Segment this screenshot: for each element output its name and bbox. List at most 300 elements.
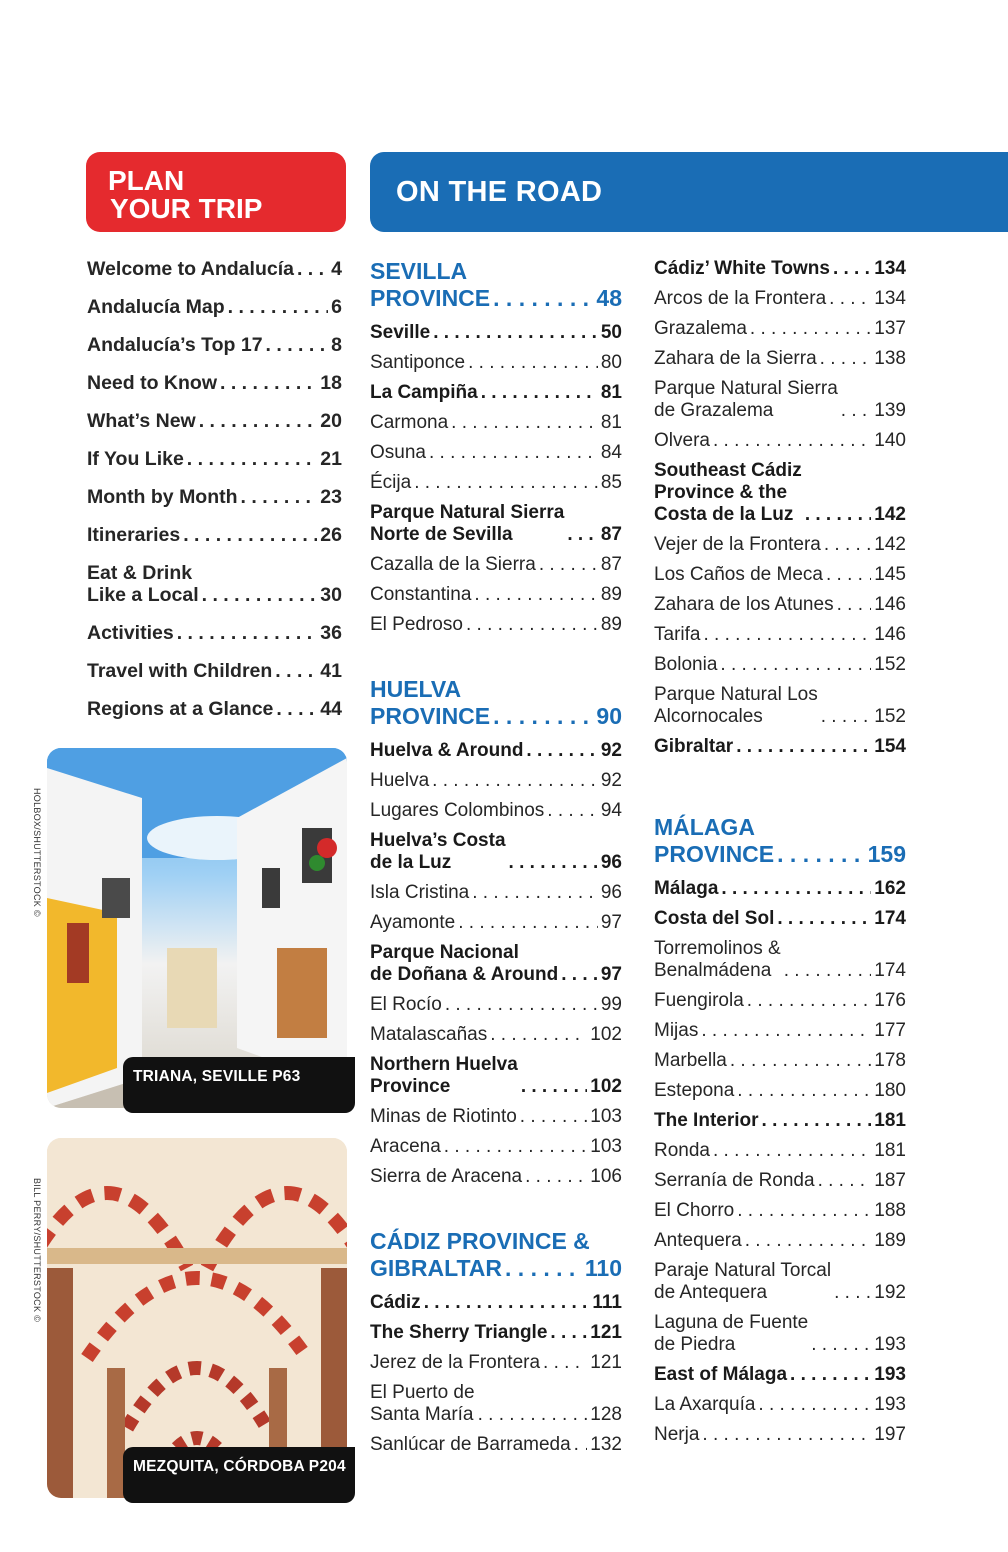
toc-entry-label	[654, 938, 781, 982]
toc-entry-label-line: Costa de la Luz	[654, 504, 794, 525]
toc-entry-label	[654, 1312, 808, 1356]
toc-entry	[654, 460, 906, 526]
toc-entry	[654, 1080, 906, 1102]
toc-entry-label	[87, 562, 199, 606]
toc-entry	[370, 912, 622, 934]
toc-page-number: 97	[600, 912, 622, 933]
toc-entry-label-line: Torremolinos &	[654, 938, 781, 959]
toc-page-number: 96	[600, 852, 622, 873]
toc-leader-dots	[521, 1076, 587, 1098]
toc-page-number: 50	[600, 322, 622, 343]
toc-page-number: 139	[874, 400, 906, 421]
toc-page-number: 26	[320, 524, 342, 546]
plan-header-line1: PLAN	[108, 165, 185, 196]
toc-entry	[654, 1424, 906, 1446]
toc-page-number: 174	[874, 908, 906, 929]
region-heading	[370, 676, 622, 730]
toc-entry-label: Activities	[87, 622, 174, 644]
region-title-line1: SEVILLA	[370, 258, 468, 284]
toc-page-number: 20	[320, 410, 342, 432]
toc-entry-label-line: Northern Huelva	[370, 1054, 518, 1075]
toc-entry-label: If You Like	[87, 448, 184, 470]
plan-header-line2: YOUR TRIP	[110, 193, 263, 224]
toc-leader-dots	[777, 841, 864, 868]
toc-entry-label	[370, 830, 506, 874]
toc-leader-dots	[474, 584, 597, 606]
toc-leader-dots	[730, 1050, 871, 1072]
toc-leader-dots	[520, 1106, 588, 1128]
toc-entry-label-line: de Doñana & Around	[370, 964, 559, 985]
toc-page-number: 146	[874, 594, 906, 615]
toc-entry	[370, 412, 622, 434]
toc-entry-label: Month by Month	[87, 486, 238, 508]
toc-leader-dots	[493, 703, 593, 730]
toc-page-number: 8	[331, 334, 342, 356]
toc-entry	[370, 1054, 622, 1098]
region-title-line2	[370, 1255, 622, 1282]
toc-leader-dots	[472, 882, 598, 904]
toc-leader-dots	[429, 442, 598, 464]
toc-entry-label: Ronda	[654, 1140, 710, 1161]
toc-leader-dots	[458, 912, 598, 934]
toc-entry	[87, 296, 342, 318]
toc-entry-label-line: Benalmádena	[654, 960, 772, 981]
toc-page-number: 81	[600, 412, 622, 433]
toc-entry-label	[654, 684, 818, 728]
toc-page-number: 138	[874, 348, 906, 369]
toc-leader-dots	[821, 706, 872, 728]
toc-entry-label: The Sherry Triangle	[370, 1322, 548, 1343]
toc-page-number: 159	[867, 841, 906, 867]
region-heading	[654, 814, 906, 868]
toc-leader-dots	[826, 564, 871, 586]
toc-entry	[654, 1140, 906, 1162]
toc-entry	[654, 430, 906, 452]
toc-entry-label-line: Alcornocales	[654, 706, 763, 727]
toc-entry	[654, 1200, 906, 1222]
toc-page-number: 102	[590, 1076, 622, 1097]
toc-page-number: 188	[874, 1200, 906, 1221]
toc-entry	[654, 288, 906, 310]
toc-entry-label-line: Norte de Sevilla	[370, 524, 513, 545]
toc-entry-label: Andalucía Map	[87, 296, 225, 318]
toc-page-number: 87	[600, 524, 622, 545]
toc-entry	[654, 684, 906, 728]
toc-entry-label	[654, 460, 802, 526]
photo2-credit: BILL PERRY/SHUTTERSTOCK ©	[32, 1178, 42, 1322]
toc-entry	[87, 448, 342, 470]
toc-entry-label: Grazalema	[654, 318, 747, 339]
toc-entry	[370, 502, 622, 546]
toc-page-number: 44	[320, 698, 342, 720]
toc-leader-dots	[505, 1255, 582, 1282]
toc-leader-dots	[183, 524, 317, 546]
toc-entry-label: The Interior	[654, 1110, 759, 1131]
toc-page-number: 89	[600, 614, 622, 635]
toc-page-number: 162	[874, 878, 906, 899]
toc-entry-label-line: de la Luz	[370, 852, 452, 873]
toc-entry-label: Bolonia	[654, 654, 718, 675]
toc-leader-dots	[177, 622, 318, 644]
toc-entry-label-line: Southeast Cádiz	[654, 460, 802, 481]
toc-entry	[370, 322, 622, 344]
toc-entry-label-line: Parque Natural Sierra	[654, 378, 838, 399]
toc-leader-dots	[199, 410, 318, 432]
toc-entry	[87, 410, 342, 432]
toc-entry-label: Need to Know	[87, 372, 217, 394]
toc-page-number: 87	[600, 554, 622, 575]
toc-page-number: 21	[320, 448, 342, 470]
toc-page-number: 92	[600, 770, 622, 791]
toc-entry	[370, 1292, 622, 1314]
toc-leader-dots	[811, 1334, 871, 1356]
toc-entry-label: Olvera	[654, 430, 710, 451]
toc-entry-label	[654, 378, 838, 422]
toc-entry	[654, 1312, 906, 1356]
toc-page-number: 134	[874, 258, 906, 279]
toc-page-number: 152	[874, 654, 906, 675]
toc-page-number: 48	[596, 285, 622, 311]
toc-entry-label: Travel with Children	[87, 660, 273, 682]
toc-leader-dots	[550, 1322, 587, 1344]
toc-entry	[87, 486, 342, 508]
toc-page-number: 152	[874, 706, 906, 727]
triana-seville-photo	[47, 748, 347, 1108]
toc-page-number: 128	[590, 1404, 622, 1425]
toc-entry-label: Jerez de la Frontera	[370, 1352, 541, 1373]
toc-leader-dots	[818, 1170, 872, 1192]
toc-entry	[87, 660, 342, 682]
toc-page-number: 41	[320, 660, 342, 682]
toc-leader-dots	[713, 430, 871, 452]
toc-page-number: 110	[584, 1255, 622, 1281]
toc-leader-dots	[444, 1136, 588, 1158]
toc-entry	[370, 554, 622, 576]
toc-leader-dots	[784, 960, 872, 982]
toc-entry	[654, 594, 906, 616]
toc-page-number: 94	[600, 800, 622, 821]
toc-entry-label	[370, 1054, 518, 1098]
toc-page-number: 102	[590, 1024, 622, 1045]
toc-entry-label: Minas de Riotinto	[370, 1106, 517, 1127]
toc-entry	[87, 562, 342, 606]
on-the-road-column-3	[654, 258, 906, 1454]
toc-leader-dots	[824, 534, 871, 556]
toc-leader-dots	[432, 770, 598, 792]
toc-entry-label: What’s New	[87, 410, 196, 432]
toc-leader-dots	[220, 372, 317, 394]
toc-leader-dots	[490, 1024, 587, 1046]
toc-entry-label	[370, 502, 564, 546]
toc-leader-dots	[777, 908, 871, 930]
toc-leader-dots	[266, 334, 329, 356]
toc-entry-label: Andalucía’s Top 17	[87, 334, 263, 356]
toc-entry-label: Gibraltar	[654, 736, 734, 757]
toc-entry-label: Isla Cristina	[370, 882, 470, 903]
toc-entry-label-line: de Antequera	[654, 1282, 768, 1303]
toc-page-number: 18	[320, 372, 342, 394]
toc-page-number: 4	[331, 258, 342, 280]
toc-page-number: 142	[874, 534, 906, 555]
toc-page-number: 187	[874, 1170, 906, 1191]
toc-page-number: 92	[600, 740, 622, 761]
toc-entry-label: Cazalla de la Sierra	[370, 554, 536, 575]
photo1-caption: TRIANA, SEVILLE P63	[123, 1057, 355, 1113]
toc-entry	[370, 830, 622, 874]
toc-entry-label-line: Parque Nacional	[370, 942, 519, 963]
toc-page-number: 103	[590, 1106, 622, 1127]
toc-entry-label: Nerja	[654, 1424, 700, 1445]
toc-page-number: 137	[874, 318, 906, 339]
toc-entry	[370, 352, 622, 374]
toc-entry	[370, 1136, 622, 1158]
toc-entry	[370, 442, 622, 464]
toc-leader-dots	[539, 554, 598, 576]
toc-page-number: 121	[590, 1322, 622, 1343]
toc-entry	[654, 258, 906, 280]
toc-entry	[87, 698, 342, 720]
toc-leader-dots	[841, 400, 872, 422]
toc-page-number: 111	[592, 1292, 622, 1313]
toc-entry	[654, 1110, 906, 1132]
toc-entry	[87, 372, 342, 394]
toc-leader-dots	[547, 800, 598, 822]
photo2-caption: MEZQUITA, CÓRDOBA P204	[123, 1447, 355, 1503]
toc-entry	[370, 882, 622, 904]
toc-entry	[370, 1434, 622, 1456]
toc-entry	[370, 472, 622, 494]
region-title-line2	[370, 285, 622, 312]
toc-entry-label: La Campiña	[370, 382, 478, 403]
toc-leader-dots	[820, 348, 872, 370]
toc-leader-dots	[276, 698, 317, 720]
toc-entry	[370, 740, 622, 762]
toc-entry	[654, 348, 906, 370]
toc-entry	[370, 614, 622, 636]
toc-leader-dots	[721, 878, 871, 900]
toc-leader-dots	[834, 1282, 871, 1304]
toc-leader-dots	[414, 472, 598, 494]
toc-entry-label: Santiponce	[370, 352, 466, 373]
toc-leader-dots	[745, 1230, 872, 1252]
toc-page-number: 177	[874, 1020, 906, 1041]
toc-entry-label: PROVINCE	[654, 841, 775, 867]
toc-leader-dots	[466, 614, 598, 636]
toc-leader-dots	[481, 382, 598, 404]
mezquita-cordoba-photo	[47, 1138, 347, 1498]
toc-page-number: 84	[600, 442, 622, 463]
toc-entry-label: Zahara de los Atunes	[654, 594, 834, 615]
toc-entry-label-line: Eat & Drink	[87, 562, 193, 584]
toc-entry-label-line: Huelva’s Costa	[370, 830, 506, 851]
toc-entry-label: Seville	[370, 322, 431, 343]
region-title-line1: HUELVA	[370, 676, 462, 702]
toc-leader-dots	[703, 624, 871, 646]
toc-page-number: 146	[874, 624, 906, 645]
toc-entry-label: Costa del Sol	[654, 908, 775, 929]
toc-entry	[370, 770, 622, 792]
toc-entry-label: El Chorro	[654, 1200, 735, 1221]
toc-leader-dots	[187, 448, 318, 470]
toc-entry-label: Los Caños de Meca	[654, 564, 823, 585]
toc-page-number: 85	[600, 472, 622, 493]
toc-entry	[370, 942, 622, 986]
toc-page-number: 193	[874, 1334, 906, 1355]
toc-page-number: 80	[600, 352, 622, 373]
toc-entry	[654, 534, 906, 556]
toc-leader-dots	[574, 1434, 588, 1456]
toc-entry-label-line: Laguna de Fuente	[654, 1312, 809, 1333]
toc-entry	[654, 1230, 906, 1252]
toc-entry	[370, 1382, 622, 1426]
toc-entry-label: PROVINCE	[370, 703, 491, 729]
toc-page-number: 30	[320, 584, 342, 606]
toc-entry	[654, 990, 906, 1012]
toc-leader-dots	[526, 740, 597, 762]
toc-entry-label: Zahara de la Sierra	[654, 348, 817, 369]
toc-entry-label: PROVINCE	[370, 285, 491, 311]
toc-entry-label: La Axarquía	[654, 1394, 756, 1415]
toc-page-number: 192	[874, 1282, 906, 1303]
toc-leader-dots	[561, 964, 598, 986]
toc-leader-dots	[525, 1166, 587, 1188]
toc-page-number: 132	[590, 1434, 622, 1455]
toc-entry-label: East of Málaga	[654, 1364, 788, 1385]
region-title-line1: MÁLAGA	[654, 814, 755, 840]
toc-leader-dots	[829, 288, 871, 310]
toc-entry	[370, 1166, 622, 1188]
toc-entry-label: Marbella	[654, 1050, 727, 1071]
toc-entry	[370, 584, 622, 606]
toc-leader-dots	[758, 1394, 871, 1416]
toc-entry	[370, 1352, 622, 1374]
toc-entry-label: Tarifa	[654, 624, 701, 645]
toc-leader-dots	[509, 852, 598, 874]
toc-leader-dots	[713, 1140, 871, 1162]
toc-entry	[87, 258, 342, 280]
toc-entry	[654, 1020, 906, 1042]
toc-entry-label	[654, 1260, 831, 1304]
region-heading	[370, 1228, 622, 1282]
toc-entry-label-line: Province	[370, 1076, 451, 1097]
toc-page-number: 180	[874, 1080, 906, 1101]
toc-leader-dots	[833, 258, 871, 280]
toc-leader-dots	[790, 1364, 871, 1386]
toc-entry	[654, 1260, 906, 1304]
toc-entry-label: GIBRALTAR	[370, 1255, 503, 1281]
toc-entry-label: Welcome to Andalucía	[87, 258, 294, 280]
toc-page-number: 178	[874, 1050, 906, 1071]
toc-page-number: 189	[874, 1230, 906, 1251]
toc-entry-label-line: Santa María	[370, 1404, 474, 1425]
toc-entry	[370, 382, 622, 404]
region-title-line2	[370, 703, 622, 730]
toc-leader-dots	[424, 1292, 590, 1314]
toc-leader-dots	[701, 1020, 871, 1042]
toc-entry-label: Cádiz’ White Towns	[654, 258, 830, 279]
toc-page-number: 197	[874, 1424, 906, 1445]
toc-entry	[654, 1050, 906, 1072]
toc-page-number: 97	[600, 964, 622, 985]
toc-entry-label: Antequera	[654, 1230, 742, 1251]
toc-page-number: 174	[874, 960, 906, 981]
toc-page-number: 193	[874, 1364, 906, 1385]
toc-page-number: 145	[874, 564, 906, 585]
toc-entry	[370, 994, 622, 1016]
on-the-road-header: ON THE ROAD	[370, 152, 1008, 232]
toc-leader-dots	[737, 1200, 871, 1222]
toc-entry-label: Serranía de Ronda	[654, 1170, 815, 1191]
toc-entry	[654, 624, 906, 646]
toc-entry-label: Matalascañas	[370, 1024, 488, 1045]
toc-page-number: 6	[331, 296, 342, 318]
region-title-line1: CÁDIZ PROVINCE &	[370, 1228, 590, 1254]
toc-leader-dots	[241, 486, 318, 508]
toc-entry-label-line: Like a Local	[87, 584, 199, 606]
toc-entry-label-line: Parque Natural Sierra	[370, 502, 565, 523]
toc-entry-label: Huelva	[370, 770, 430, 791]
toc-leader-dots	[228, 296, 329, 318]
region-title-line2	[654, 841, 906, 868]
toc-entry	[654, 378, 906, 422]
toc-entry	[654, 318, 906, 340]
plan-your-trip-list	[87, 258, 342, 736]
toc-leader-dots	[762, 1110, 872, 1132]
toc-entry-label: Carmona	[370, 412, 449, 433]
toc-entry	[654, 908, 906, 930]
toc-leader-dots	[202, 584, 318, 606]
toc-entry	[87, 622, 342, 644]
toc-leader-dots	[493, 285, 593, 312]
toc-leader-dots	[445, 994, 598, 1016]
toc-entry-label	[370, 942, 558, 986]
toc-entry-label: Mijas	[654, 1020, 699, 1041]
photo1-credit: HOLBOX/SHUTTERSTOCK ©	[32, 788, 42, 917]
toc-page-number: 106	[590, 1166, 622, 1187]
toc-page-number: 121	[590, 1352, 622, 1373]
toc-entry	[87, 334, 342, 356]
toc-page-number: 81	[600, 382, 622, 403]
toc-leader-dots	[543, 1352, 587, 1374]
toc-entry	[654, 736, 906, 758]
toc-leader-dots	[747, 990, 872, 1012]
toc-page-number: 142	[874, 504, 906, 525]
toc-entry-label: Fuengirola	[654, 990, 744, 1011]
toc-page-number: 134	[874, 288, 906, 309]
toc-page-number: 23	[320, 486, 342, 508]
toc-leader-dots	[275, 660, 317, 682]
toc-entry	[87, 524, 342, 546]
toc-leader-dots	[468, 352, 598, 374]
toc-leader-dots	[433, 322, 598, 344]
toc-leader-dots	[837, 594, 872, 616]
toc-entry-label	[370, 1382, 475, 1426]
toc-entry	[370, 1024, 622, 1046]
toc-entry-label: El Rocío	[370, 994, 442, 1015]
toc-page-number: 154	[874, 736, 906, 757]
toc-leader-dots	[702, 1424, 871, 1446]
toc-entry-label-line: Paraje Natural Torcal	[654, 1260, 832, 1281]
toc-entry	[654, 938, 906, 982]
on-the-road-column-2	[370, 258, 622, 1464]
toc-page-number: 89	[600, 584, 622, 605]
toc-entry-label-line: de Piedra	[654, 1334, 736, 1355]
toc-leader-dots	[720, 654, 871, 676]
toc-entry-label: Constantina	[370, 584, 472, 605]
toc-entry-label: Cádiz	[370, 1292, 421, 1313]
toc-leader-dots	[451, 412, 598, 434]
toc-entry-label: Sierra de Aracena	[370, 1166, 523, 1187]
